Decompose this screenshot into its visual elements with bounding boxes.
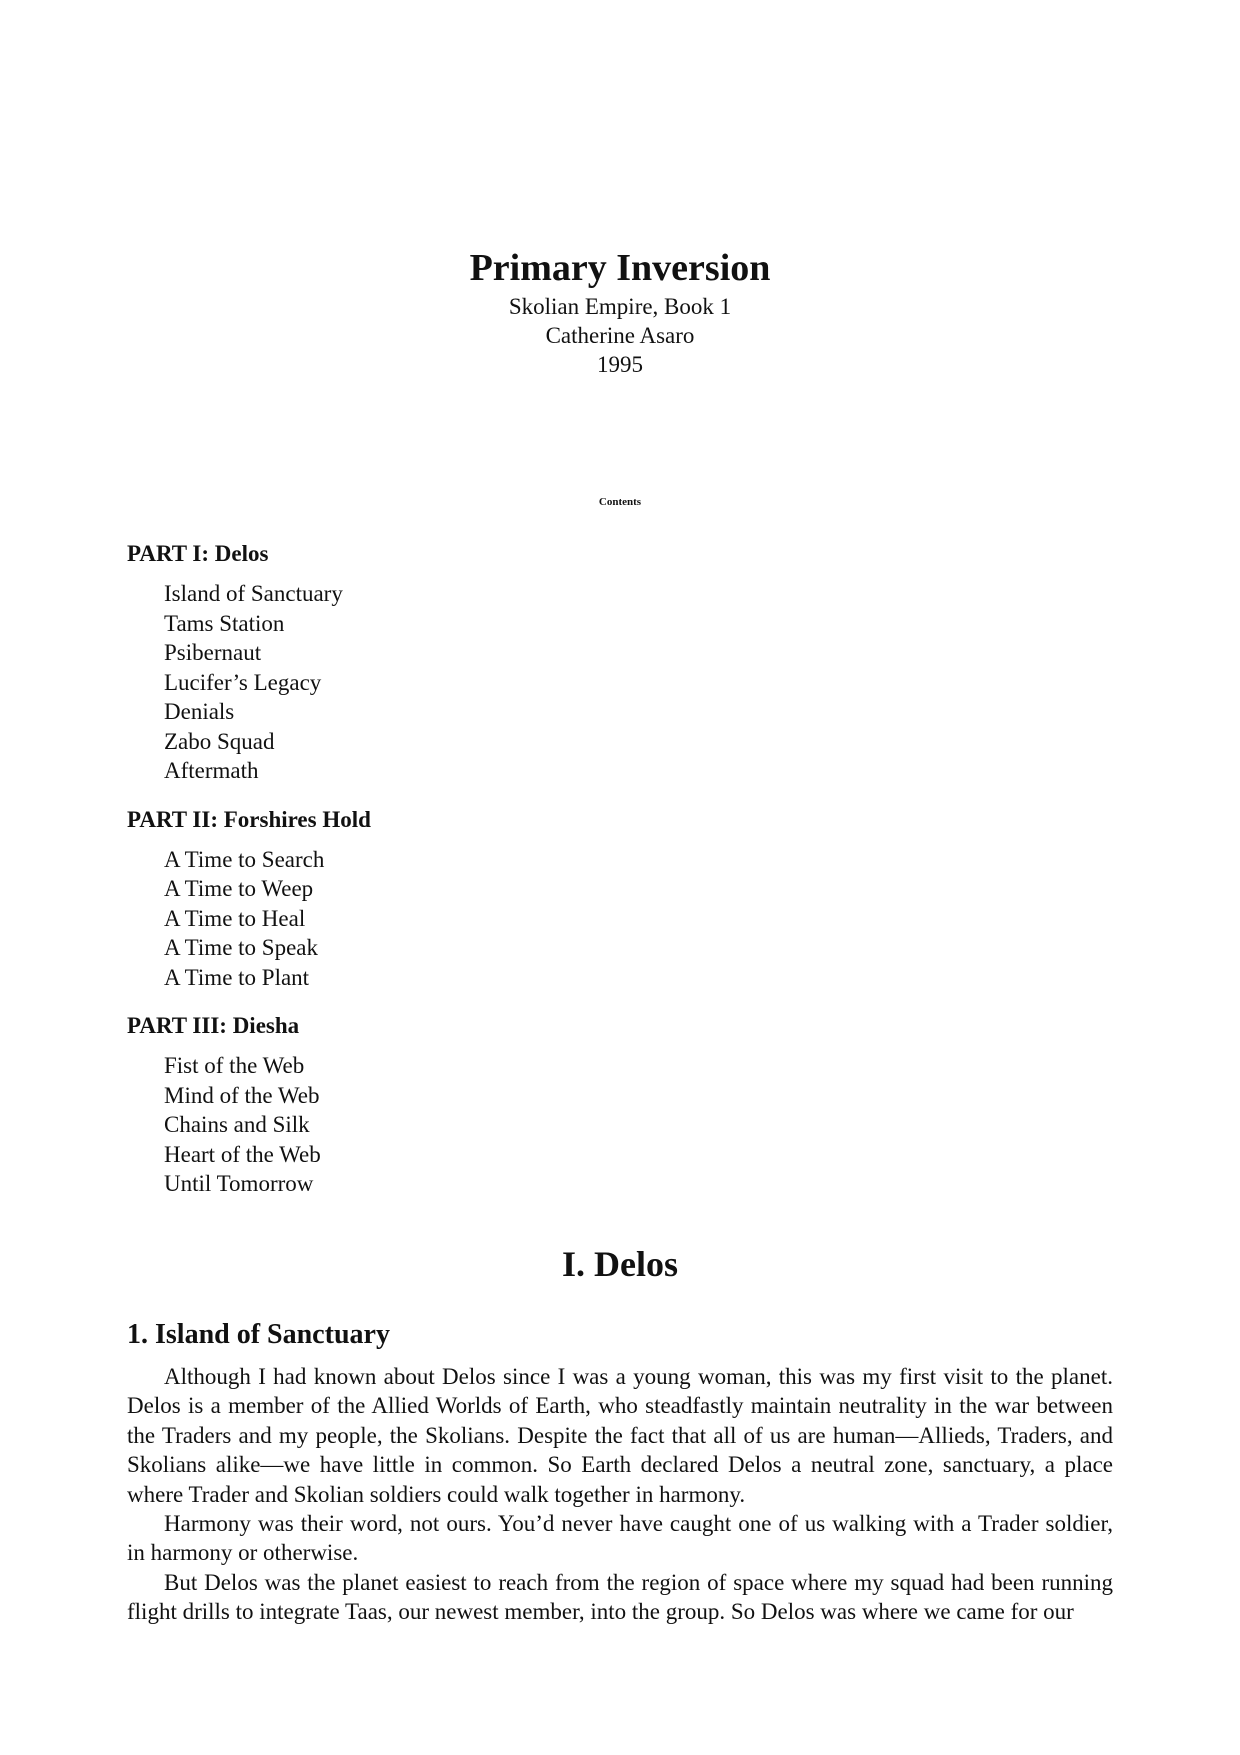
- toc-part-2: [127, 806, 727, 993]
- toc-chapter-item[interactable]: Tams Station: [164, 610, 285, 636]
- chapter-body: [127, 1362, 1113, 1627]
- toc-part-3: [127, 1012, 727, 1199]
- toc-chapter-item[interactable]: A Time to Search: [164, 846, 325, 872]
- chapter-heading: 1. Island of Sanctuary: [127, 1319, 390, 1350]
- toc-chapter-item[interactable]: Fist of the Web: [164, 1053, 305, 1078]
- toc-chapter-item[interactable]: A Time to Speak: [164, 935, 319, 960]
- toc-chapter-item[interactable]: A Time to Weep: [164, 876, 314, 901]
- toc-chapter-item[interactable]: A Time to Heal: [164, 905, 306, 931]
- toc-part-title: PART III: Diesha: [127, 1013, 300, 1038]
- body-paragraph: Harmony was their word, not ours. You’d never have caught one of us walking with a Trader soldier, in harmony or otherwise.: [127, 1511, 1113, 1566]
- table-of-contents: [127, 540, 727, 1199]
- book-series: Skolian Empire, Book 1: [508, 294, 732, 319]
- toc-chapter-item[interactable]: Island of Sanctuary: [164, 581, 343, 606]
- toc-chapter-item[interactable]: Zabo Squad: [164, 728, 275, 754]
- toc-chapter-list: [164, 579, 727, 786]
- body-paragraph: But Delos was the planet easiest to reach from the region of space where my squad had been running flight drills to integrate Taas, our newest member, into the group. So Delos was where we came for our: [127, 1569, 1113, 1625]
- toc-part-title: PART II: Forshires Hold: [127, 806, 371, 832]
- toc-chapter-item[interactable]: Psibernaut: [164, 640, 262, 665]
- toc-part-1: [127, 540, 727, 786]
- toc-chapter-item[interactable]: Aftermath: [164, 758, 259, 783]
- toc-chapter-item[interactable]: Until Tomorrow: [164, 1171, 314, 1196]
- book-year: 1995: [597, 352, 643, 377]
- toc-chapter-list: [164, 845, 727, 993]
- toc-chapter-item[interactable]: Lucifer’s Legacy: [164, 669, 322, 695]
- toc-chapter-list: [164, 1051, 727, 1199]
- toc-chapter-item[interactable]: Heart of the Web: [164, 1141, 321, 1167]
- toc-chapter-item[interactable]: A Time to Plant: [164, 964, 310, 990]
- toc-part-title: PART I: Delos: [127, 541, 269, 566]
- toc-chapter-item[interactable]: Denials: [164, 699, 235, 724]
- toc-chapter-item[interactable]: Mind of the Web: [164, 1082, 320, 1108]
- book-title: Primary Inversion: [469, 247, 771, 289]
- contents-label: Contents: [598, 496, 642, 508]
- body-paragraph: Although I had known about Delos since I was a young woman, this was my first visit to the planet. Delos is a member of the Allied Worlds of Earth, who steadfastly maintain neutrality in the war between the Traders and my people, the Skolians. Despite the fact that all of us are human—Allieds, Traders, and Skolians alike—we have little in common. So Earth declared Delos a neutral zone, sanctuary, a place where Trader and Skolian soldiers could walk together in harmony.: [127, 1364, 1113, 1507]
- toc-chapter-item[interactable]: Chains and Silk: [164, 1112, 310, 1137]
- part-heading: I. Delos: [562, 1244, 678, 1284]
- book-author: Catherine Asaro: [545, 323, 695, 348]
